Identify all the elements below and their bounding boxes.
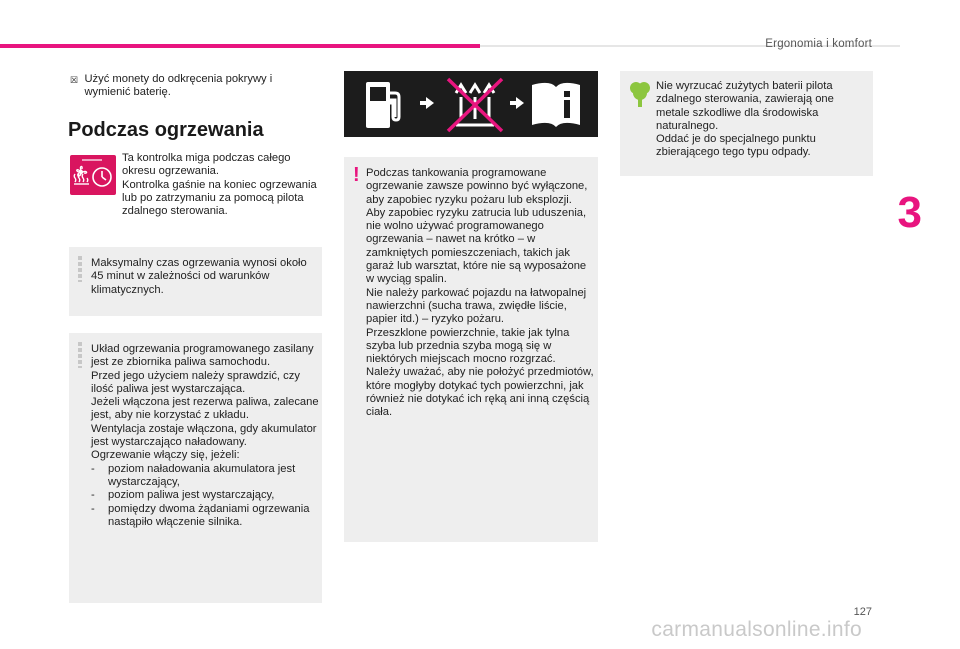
info-mark-icon <box>78 256 82 282</box>
section-color-bar <box>0 44 480 48</box>
info-fuel-text: Układ ogrzewania programowanego zasilany jest ze zbiornika paliwa samochodu. Przed jego użyciem należy sprawdzić, czy ilość paliwa jest wystarczająca. Jeżeli włączona jest rezerwa paliwa, zalecane jest, aby nie korzystać z układu. Wentylacja zostaje włączona, gdy akumulator jest wystarczająco naładowany. Ogrzewanie włączy się, jeżeli: <box>91 343 319 462</box>
tree-icon <box>628 79 652 109</box>
info-fuel-text-block <box>91 343 319 529</box>
chapter-tab-number: 3 <box>897 188 922 237</box>
heater-crossed-icon <box>448 79 502 131</box>
info-text: Maksymalny czas ogrzewania wynosi około 45 minut w zależności od warunków klimatycznych. <box>91 257 307 296</box>
condition-list <box>91 463 319 529</box>
info-box-fuel <box>69 333 322 603</box>
warning-icon: ! <box>353 164 360 186</box>
arrow-right-icon <box>510 97 524 109</box>
intro-instruction <box>70 73 320 100</box>
intro-text: Użyć monety do odkręcenia pokrywy i wymienić baterię. <box>84 73 273 99</box>
warning-text: Podczas tankowania programowane ogrzewanie zawsze powinno być wyłączone, aby zapobiec ryzyku pożaru lub eksplozji. Aby zapobiec ryzyku zatrucia lub uduszenia, nie wolno używać programowanego ogrzewania – nawet na krótko – w zamkniętych pomieszczeniach, takich jak garaż lub warsztat, które nie są wyposażone w wyciąg spalin. Nie należy parkować pojazdu na łatwopalnej nawierzchni (sucha trawa, zwiędłe liście, papier itd.) – ryzyko pożaru. Przeszklone powierzchnie, takie jak tylna szyba lub przednia szyba mogą się w niektórych miejscach mocno rozgrzać. Należy uważać, aby nie położyć przedmiotów, które mogłyby dotykać tych powierzchni, jak również nie dotykać ich ręką ani inną częścią ciała. <box>366 167 594 419</box>
list-item: - poziom naładowania akumulatora jest wystarczający, <box>91 462 296 488</box>
info-box-duration <box>69 247 322 316</box>
section-title: Ergonomia i komfort <box>765 38 872 50</box>
warning-box <box>344 157 598 542</box>
fuel-pump-icon <box>366 82 399 128</box>
checkbox-bullet-icon: ☒ <box>70 75 79 85</box>
section-heading: Podczas ogrzewania <box>68 119 264 141</box>
arrow-right-icon <box>420 97 434 109</box>
page-number: 127 <box>853 606 872 618</box>
heater-warning-lamp-icon <box>70 155 116 195</box>
info-mark-icon <box>78 342 82 368</box>
fan-icon <box>74 166 89 184</box>
watermark: carmanualsonline.info <box>651 618 862 641</box>
manual-book-info-icon <box>532 83 580 127</box>
list-item: - pomiędzy dwoma żądaniami ogrzewania nastąpiło włączenie silnika. <box>91 502 310 528</box>
timer-icon <box>93 168 111 186</box>
lamp-description: Ta kontrolka miga podczas całego okresu ogrzewania. Kontrolka gaśnie na koniec ogrzewania lub po zatrzymaniu za pomocą pilota zdalnego sterowania. <box>122 152 317 218</box>
eco-box <box>620 71 873 176</box>
eco-text: Nie wyrzucać zużytych baterii pilota zdalnego sterowania, zawierają one metale szkodliwe dla środowiska naturalnego. Oddać je do specjalnego punktu zbierającego tego typu odpady. <box>656 80 834 159</box>
refuel-heater-off-pictogram <box>344 71 598 137</box>
list-item: - poziom paliwa jest wystarczający, <box>91 489 275 502</box>
